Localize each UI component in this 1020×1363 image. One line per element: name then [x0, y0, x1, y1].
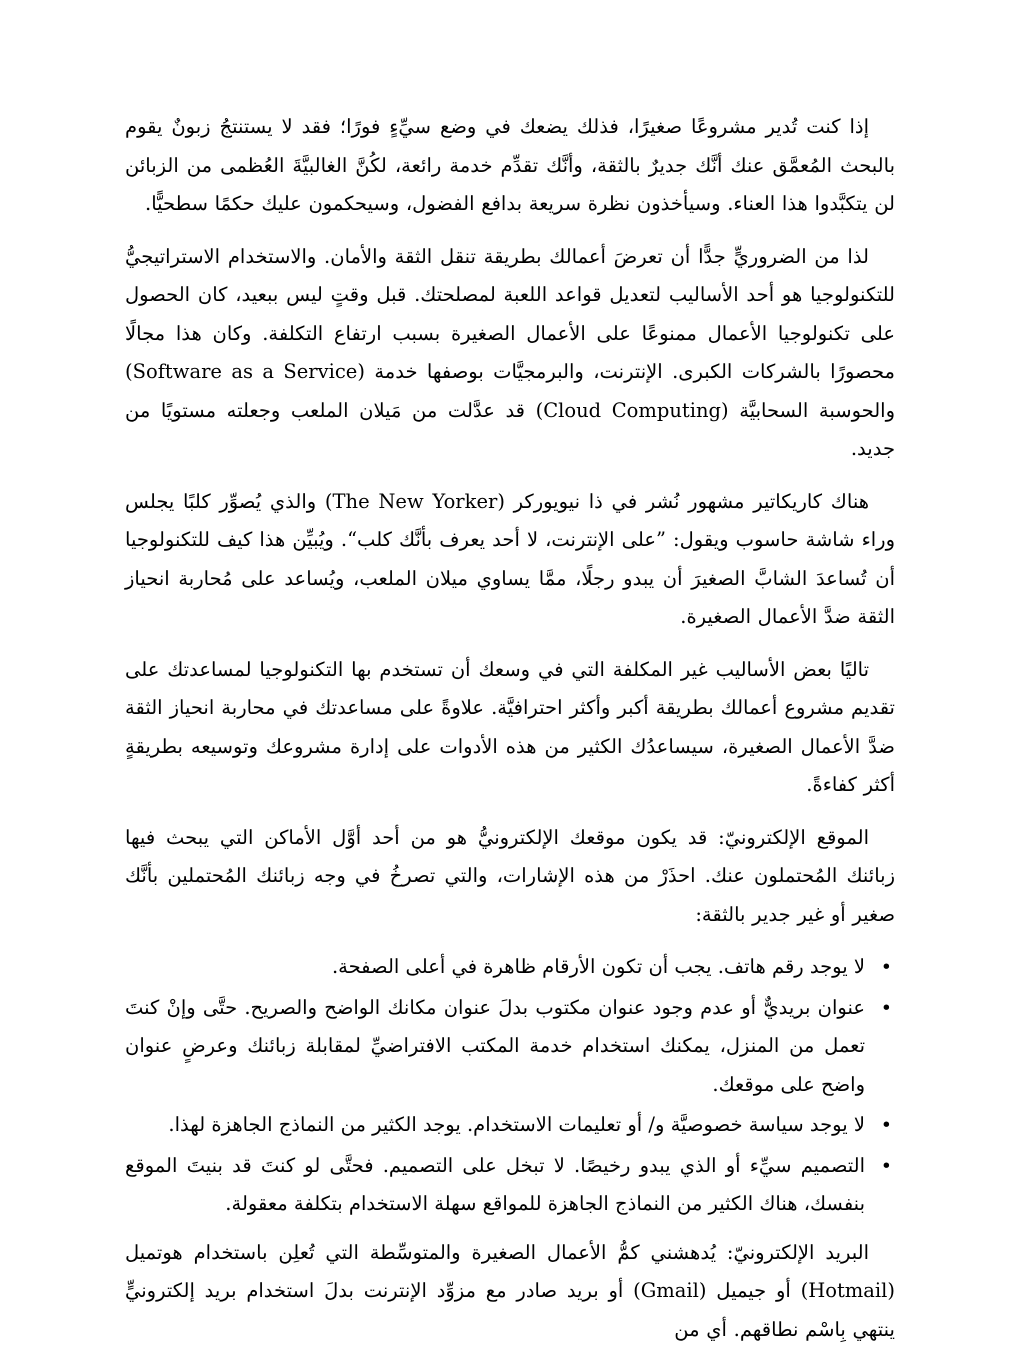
paragraph-1: إذا كنت تُدير مشروعًا صغيرًا، فذلك يضعك في وضع سيِّءٍ فورًا؛ فقد لا يستنتجُ زبونٌ يقوم بالبحث المُعمَّق عنك أنَّك جديرٌ بالثقة، وأنَّك تقدِّم خدمة رائعة، لكُنَّ الغالبيَّةَ العُظمى من الزبائن لن يتكبَّدوا هذا العناء. وسيأخذون نظرة سريعة بدافع الفضول، وسيحكمون عليك حكمًا سطحيًّا. — [125, 115, 895, 215]
bullet-icon: • — [880, 1114, 892, 1136]
list-item — [125, 989, 895, 1105]
paragraph-2: لذا من الضروريٍّ جدًّا أن تعرضَ أعمالك بطريقة تنقل الثقة والأمان. والاستخدام الاستراتيجيُّ للتكنولوجيا هو أحد الأساليب لتعديل قواعد اللعبة لمصلحتك. قبل وقتٍ ليس ببعيد، كان الحصول على تكنولوجيا الأعمال ممنوعًا على الأعمال الصغيرة بسبب ارتفاع التكلفة. وكان هذا مجالًا محصورًا بالشركات الكبرى. الإنترنت، والبرمجيَّات بوصفها خدمة (Software as a Service) والحوسبة السحابيَّة (Cloud Computing) قد عدَّلت من مَيلان الملعب وجعلته مستويًا من جديد. — [125, 244, 896, 460]
bullet-icon: • — [880, 956, 892, 978]
list-item-text: لا يوجد رقم هاتف. يجب أن تكون الأرقام ظاهرة في أعلى الصفحة. — [331, 955, 865, 978]
list-item-text: التصميم سيِّء أو الذي يبدو رخيصًا. لا تبخل على التصميم. فحتَّى لو كنتَ قد بنيتَ الموقع بنفسك، هناك الكثير من النماذج الجاهزة للمواقع سهلة الاستخدام بتكلفة معقولة. — [125, 1153, 865, 1215]
list-item — [125, 1106, 895, 1145]
document-body — [125, 108, 895, 1363]
list-item — [125, 948, 895, 987]
bullet-icon: • — [880, 1154, 892, 1177]
list-item — [125, 1147, 895, 1224]
paragraph-5-website-intro: الموقع الإلكترونيّ: قد يكون موقعك الإلكترونيُّ هو من أحد أوَّل الأماكن التي يبحث فيها زبائنك المُحتملون عنك. احذَرْ من هذه الإشارات، والتي تصرخُ في وجه زبائنك المُحتملين بأنَّك صغير أو غير جدير بالثقة: — [125, 825, 895, 926]
paragraph-6-email-intro: البريد الإلكترونيّ: يُدهشني كمُّ الأعمال الصغيرة والمتوسِّطة التي تُعلِن باستخدام هوتميل (Hotmail) أو جيميل (Gmail) أو بريد صادر مع مزوِّد الإنترنت بدلَ استخدام بريد إلكترونيٍّ ينتهي بِاسْم نطاقهم. أي من — [125, 1240, 895, 1341]
list-item-text: لا يوجد سياسة خصوصيَّة و/ أو تعليمات الاستخدام. يوجد الكثير من النماذج الجاهزة لهذا. — [168, 1113, 865, 1136]
paragraph-4: تاليًا بعض الأساليب غير المكلفة التي في وسعك أن تستخدم بها التكنولوجيا لمساعدتك على تقديم مشروع أعمالك بطريقة أكبر وأكثر احترافيَّة. علاوةً على مساعدتك في محاربة انحياز الثقة ضدَّ الأعمال الصغيرة، سيساعدُك الكثير من هذه الأدوات على إدارة مشروعك وتوسيعه بطريقةٍ أكثر كفاءةً. — [125, 657, 895, 796]
bullet-icon: • — [880, 996, 892, 1019]
paragraph-3: هناك كاريكاتير مشهور نُشر في ذا نيويوركر (The New Yorker) والذي يُصوِّر كلبًا يجلس وراء شاشة حاسوب ويقول: ”على الإنترنت، لا أحد يعرف بأنَّك كلب“. ويُبيِّن هذا كيف للتكنولوجيا أن تُساعدَ الشابَّ الصغيرَ أن يبدو رجلًا، ممَّا يساوي ميلان الملعب، ويُساعد على مُحاربة انحياز الثقة ضدَّ الأعمال الصغيرة. — [125, 489, 895, 628]
list-item-text: عنوان بريديٌّ أو عدم وجود عنوان مكتوب بدلَ عنوان مكانك الواضح والصريح. حتَّى وإنْ كنتَ تعمل من المنزل، يمكنك استخدام خدمة المكتب الافتراضيِّ لمقابلة زبائنك وعرضٍ عنوان واضح على موقعك. — [125, 995, 865, 1096]
warning-signs-list — [125, 948, 895, 1224]
